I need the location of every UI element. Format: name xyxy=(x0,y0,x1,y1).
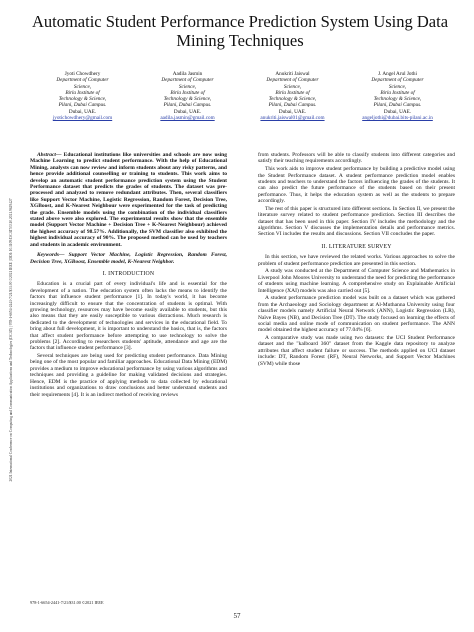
author-name: Jyoti Chowdhery xyxy=(64,71,101,77)
author-inst: Birla Institute of xyxy=(170,89,205,96)
author-email-link[interactable]: aadila.jasmin@gmail.com xyxy=(160,115,215,122)
author-campus: Pilani, Dubai Campus. xyxy=(58,102,107,109)
paragraph: Several techniques are being used for predicting student performance. Data Mining being one of the most popular and familiar approaches. Educational Data Mining (EDM) provides a medium to improve educational performance by using various algorithms and techniques and providing a guideline for making validated decisions and strategies. Hence, EDM is the practice of applying methods to data collected by educational institutions and organizations to draw conclusions and better understand students and their requirements [4]. It is an indirect method of receiving reviews xyxy=(30,353,227,398)
author-dept-2: Science, xyxy=(283,83,302,90)
paragraph: A study was conducted at the Department of Computer Science and Mathematics in Liverpool John Moores University to understand the need for predicting the performance of students using machine learning. A comprehensive study on Explainable Artificial Intelligence (XAI) models was also carried out [5]. xyxy=(258,268,455,294)
author-city: Dubai, UAE. xyxy=(173,108,202,115)
author-dept: Department of Computer xyxy=(161,77,214,84)
author-block xyxy=(30,71,450,121)
author-dept-2: Science, xyxy=(178,83,197,90)
author-campus: Pilani, Dubai Campus. xyxy=(268,102,317,109)
paragraph: In this section, we have reviewed the related works. Various approaches to solve the problem of student performance prediction are presented in this section. xyxy=(258,254,455,267)
author-name: J. Angel Arul Jothi xyxy=(378,71,417,77)
author-inst-2: Technology & Science, xyxy=(268,96,317,103)
author-3 xyxy=(240,71,345,121)
paragraph: A comparative study was made using two datasets: the UCI Student Performance dataset and the "kalboard 360" dataset from the Kaggle data repository to analyze attributes that affect student failure or success. The methods applied on UCI dataset include: DT, Random Forest (RF), Neural Networks, and Support Vector Machines (SVM) while those xyxy=(258,335,455,367)
author-dept: Department of Computer xyxy=(56,77,109,84)
author-dept: Department of Computer xyxy=(371,77,424,84)
paragraph: The rest of this paper is structured into different sections. In Section II, we present the literature survey related to student performance prediction. Section III describes the dataset that has been used in this paper. Section IV includes the methodology and the algorithms. Section V discusses the implementation details and performance metrics. Section VI includes the results and discussions. Section VII concludes the paper. xyxy=(258,205,455,238)
author-4 xyxy=(345,71,450,121)
left-column xyxy=(30,152,227,592)
author-2 xyxy=(135,71,240,121)
author-email-link[interactable]: jyotichowdhery@gmail.com xyxy=(52,115,113,122)
keywords: Keywords— Support Vector Machine, Logistic Regression, Random Forest, Decision Tree, XGBoost, Ensemble model, K-Nearest Neighbor. xyxy=(30,252,227,265)
sidebar-citation xyxy=(6,70,15,610)
right-column xyxy=(258,152,455,592)
paragraph: This work aids to improve student performance by building a predictive model using the Student Performance dataset. A student performance prediction model enables students and teachers to understand the factors influencing the grades of the students. It can also predict the future performance of the students based on their present performance. Thus, it helps the education system as well as the students to prepare accordingly. xyxy=(258,166,455,205)
abstract-body: Educational institutions like universities and schools are now using Machine Learning to predict student performance. With the help of Educational Mining, analysts can now review and inform students about any risky patterns, and hence provide additional counselling or training to students. This work aims to develop an automatic student performance prediction system using the Student Performance dataset that predicts the grades of students. The dataset was pre-processed and analyzed to remove redundant attributes. Then, several classifiers like Support Vector Machine, Logistic Regression, Random Forest, Decision Tree, XGBoost, and K-Nearest Neighbour were experimented for the task of predicting the grade. Ensemble models using the combination of the individual classifiers stated above were also explored. The experimental results show that the ensemble model (Support Vector Machine + Decision Tree + K-Nearest Neighbour) achieved the highest accuracy of 98.57%. Additionally, the SVM classifier also exhibited the highest individual accuracy of 90%. The proposed method can be used by teachers and students in academic environment. xyxy=(30,152,227,248)
author-city: Dubai, UAE. xyxy=(383,108,412,115)
author-email-link[interactable]: anukriti.jaiswal01@gmail.com xyxy=(260,115,325,122)
paragraph: A student performance prediction model was built on a dataset which was gathered from the Archaeology and Sociology department at Al-Muthanna University using four classifier models namely Artificial Neural Network (ANN), Logistic Regression (LR), Naïve Bayes (NB), and Decision Tree (DT). The study focused on learning the effects of social media and online mode of communication on student performance. The ANN model obtained the highest accuracy of 77.04% [6]. xyxy=(258,295,455,334)
author-name: Anukriti Jaiswal xyxy=(275,71,310,77)
section-heading-literature-survey: II. LITERATURE SURVEY xyxy=(321,243,392,250)
paper-title: Automatic Student Performance Prediction System Using Data Mining Techniques xyxy=(31,12,449,50)
abstract-lead: Abstract— xyxy=(37,152,62,158)
author-city: Dubai, UAE. xyxy=(68,108,97,115)
author-dept-2: Science, xyxy=(73,83,92,90)
author-city: Dubai, UAE. xyxy=(278,108,307,115)
author-inst-2: Technology & Science, xyxy=(163,96,212,103)
section-heading-introduction: I. INTRODUCTION xyxy=(102,270,155,277)
page-number: 57 xyxy=(233,612,241,620)
author-dept: Department of Computer xyxy=(266,77,319,84)
paragraph: Education is a crucial part of every individual's life and is essential for the development of a nation. The education system often lacks the means to identify the factors that influence student performance [1]. In today's world, it has become increasingly difficult to ensure that the concentration of students is optimal. With growing technology, resources may have become easily available to students, but this also means that they are easily susceptible to various distractions. Much research is dedicated to the development of technologies and services in the educational field. To bring about full development, it is important to understand the basics, that is, the factors that affect student performance before attempting to use technology to solve the problems [2]. According to researchers students' aptitude, attendance and age are the factors that influence student performance [3]. xyxy=(30,281,227,352)
author-dept-2: Science, xyxy=(388,83,407,90)
footer-copyright: 978-1-6654-2441-7/21/$31.00 ©2021 IEEE xyxy=(30,600,104,605)
author-email-link[interactable]: angeljothi@dubai.bits-pilani.ac.in xyxy=(362,115,433,122)
author-inst-2: Technology & Science, xyxy=(373,96,422,103)
author-1 xyxy=(30,71,135,121)
paragraph: from students. Professors will be able to classify students into different categories and satisfy their teaching requirements accordingly. xyxy=(258,152,455,165)
author-campus: Pilani, Dubai Campus. xyxy=(373,102,422,109)
sidebar-citation-text: 2021 International Conference on Computing and Communication Applications and Technologies (I3CAT) | 978-1-6654-2441-7/21/$31.00 ©2021 IEEE | DOI: 10.1109/I3CAT53310.2021.9629427 xyxy=(8,198,13,482)
author-inst: Birla Institute of xyxy=(275,89,310,96)
abstract xyxy=(30,152,227,248)
author-inst: Birla Institute of xyxy=(65,89,100,96)
author-name: Aadila Jasmin xyxy=(172,71,203,77)
author-campus: Pilani, Dubai Campus. xyxy=(163,102,212,109)
author-inst: Birla Institute of xyxy=(380,89,415,96)
author-inst-2: Technology & Science, xyxy=(58,96,107,103)
